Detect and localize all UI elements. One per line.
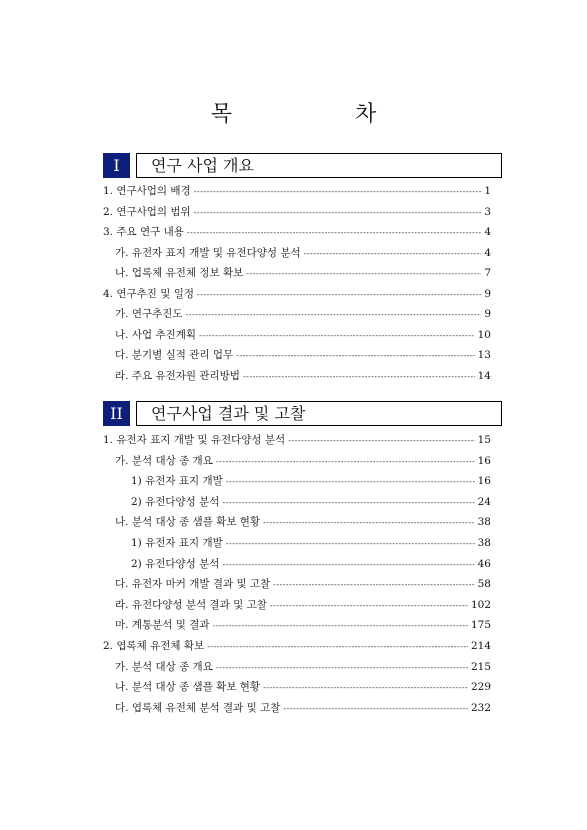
toc-entry-label: 라. 주요 유전자원 관리방법 — [115, 369, 240, 382]
toc-entry-label: 2. 연구사업의 범위 — [103, 205, 191, 218]
toc-page-number: 24 — [477, 495, 491, 508]
toc-leader-dots — [194, 187, 482, 196]
toc-page-number: 15 — [477, 434, 491, 446]
toc-entry-label: 가. 연구추진도 — [115, 308, 183, 320]
toc-page-number: 232 — [470, 701, 491, 714]
toc-leader-dots — [222, 560, 474, 569]
toc-entry — [115, 245, 491, 263]
toc-leader-dots — [263, 683, 468, 692]
toc-entry-label: 1) 유전자 표지 개발 — [131, 537, 223, 549]
toc-page-number: 229 — [470, 681, 491, 694]
toc-page-number: 16 — [477, 475, 491, 488]
toc-entry-label: 가. 분석 대상 종 개요 — [115, 454, 213, 467]
toc-leader-dots — [187, 228, 481, 237]
toc-entry — [115, 327, 491, 345]
toc-page-number: 14 — [477, 369, 491, 382]
toc-page-number: 58 — [477, 578, 491, 591]
toc-entry — [103, 286, 491, 304]
toc-page-number: 4 — [484, 246, 491, 259]
toc-entry — [115, 679, 491, 697]
toc-entry — [115, 514, 491, 532]
toc-leader-dots — [288, 436, 474, 445]
toc-entry-label: 나. 업록체 유전체 정보 확보 — [115, 267, 244, 279]
toc-entry — [131, 556, 491, 574]
toc-entry-label: 나. 분석 대상 종 샘플 확보 현황 — [115, 516, 261, 529]
section-header-1 — [103, 153, 501, 178]
toc-entry — [115, 453, 491, 471]
toc-leader-dots — [197, 290, 481, 299]
toc-page-number: 10 — [477, 328, 491, 341]
toc-entry-label: 라. 유전다양성 분석 결과 및 고찰 — [115, 598, 267, 611]
toc-leader-dots — [273, 580, 474, 589]
section-number: I — [103, 153, 130, 178]
toc-entry — [115, 576, 491, 594]
toc-entry-label: 마. 계통분석 및 결과 — [115, 619, 210, 632]
toc-entry — [115, 659, 491, 677]
section-header-2 — [103, 401, 501, 426]
section-number: II — [103, 401, 130, 426]
toc-leader-dots — [246, 269, 481, 278]
toc-entry — [103, 432, 491, 450]
toc-page-number: 4 — [484, 226, 491, 238]
toc-page-number: 38 — [477, 516, 491, 529]
toc-leader-dots — [236, 351, 475, 360]
toc-entry-label: 다. 분기별 실적 관리 업무 — [115, 349, 234, 361]
toc-page-number: 9 — [484, 308, 491, 320]
toc-entry-label: 다. 엽록체 유전체 분석 결과 및 고찰 — [115, 701, 281, 714]
section-title: 연구사업 결과 및 고찰 — [151, 404, 306, 423]
toc-entry-label: 4. 연구추진 및 일정 — [103, 287, 195, 300]
toc-entry — [115, 368, 491, 386]
toc-leader-dots — [213, 621, 468, 630]
toc-entry — [103, 224, 491, 242]
toc-entry — [103, 183, 491, 201]
toc-entry-label: 2. 엽록체 유전체 확보 — [103, 640, 205, 652]
toc-leader-dots — [243, 372, 475, 381]
toc-entry — [131, 535, 491, 553]
toc-leader-dots — [199, 331, 475, 340]
toc-page-number: 46 — [477, 557, 491, 570]
toc-leader-dots — [216, 663, 468, 672]
toc-leader-dots — [207, 642, 468, 651]
toc-leader-dots — [226, 477, 475, 486]
toc-entry — [131, 494, 491, 512]
toc-entry-label: 가. 유전자 표지 개발 및 유전다양성 분석 — [115, 246, 301, 259]
toc-leader-dots — [226, 539, 475, 548]
toc-leader-dots — [186, 310, 482, 319]
toc-page-number: 7 — [484, 267, 491, 279]
toc-page-number: 38 — [477, 537, 491, 549]
section-title-box — [136, 153, 502, 178]
toc-entry — [115, 347, 491, 365]
toc-entry — [115, 597, 491, 615]
toc-entry-label: 나. 분석 대상 종 샘플 확보 현황 — [115, 681, 261, 694]
toc-entry — [131, 473, 491, 491]
toc-page-number: 9 — [484, 287, 491, 300]
toc-entry-label: 2) 유전다양성 분석 — [131, 557, 220, 570]
toc-page-number: 102 — [470, 598, 491, 611]
toc-page-number: 214 — [470, 640, 491, 652]
toc-entry-label: 다. 유전자 마커 개발 결과 및 고찰 — [115, 578, 271, 591]
toc-entry-label: 가. 분석 대상 종 개요 — [115, 660, 213, 673]
toc-leader-dots — [216, 457, 475, 466]
toc-leader-dots — [270, 601, 468, 610]
toc-entry — [115, 617, 491, 635]
toc-leader-dots — [304, 249, 482, 258]
toc-leader-dots — [222, 498, 474, 507]
toc-leader-dots — [263, 518, 475, 527]
toc-entry — [115, 700, 491, 718]
toc-leader-dots — [283, 704, 468, 713]
toc-page-number: 13 — [477, 349, 491, 361]
toc-page-number: 215 — [470, 660, 491, 673]
section-title-box — [136, 401, 502, 426]
toc-entry-label: 3. 주요 연구 내용 — [103, 226, 184, 238]
toc-entry-label: 1. 연구사업의 배경 — [103, 185, 191, 197]
toc-page-number: 175 — [470, 619, 491, 632]
toc-entry-label: 1. 유전자 표지 개발 및 유전다양성 분석 — [103, 434, 286, 446]
toc-entry — [103, 204, 491, 222]
toc-entry-label: 2) 유전다양성 분석 — [131, 495, 220, 508]
toc-entry — [115, 306, 491, 324]
toc-leader-dots — [194, 208, 482, 217]
toc-entry-label: 1) 유전자 표지 개발 — [131, 475, 223, 488]
toc-entry-label: 나. 사업 추진계획 — [115, 328, 197, 341]
toc-page-number: 3 — [484, 205, 491, 218]
toc-entry — [115, 265, 491, 283]
toc-entry — [103, 638, 491, 656]
toc-page-number: 16 — [477, 454, 491, 467]
page-title: 목 차 — [210, 102, 435, 127]
section-title: 연구 사업 개요 — [151, 156, 254, 175]
toc-page-number: 1 — [484, 185, 491, 197]
